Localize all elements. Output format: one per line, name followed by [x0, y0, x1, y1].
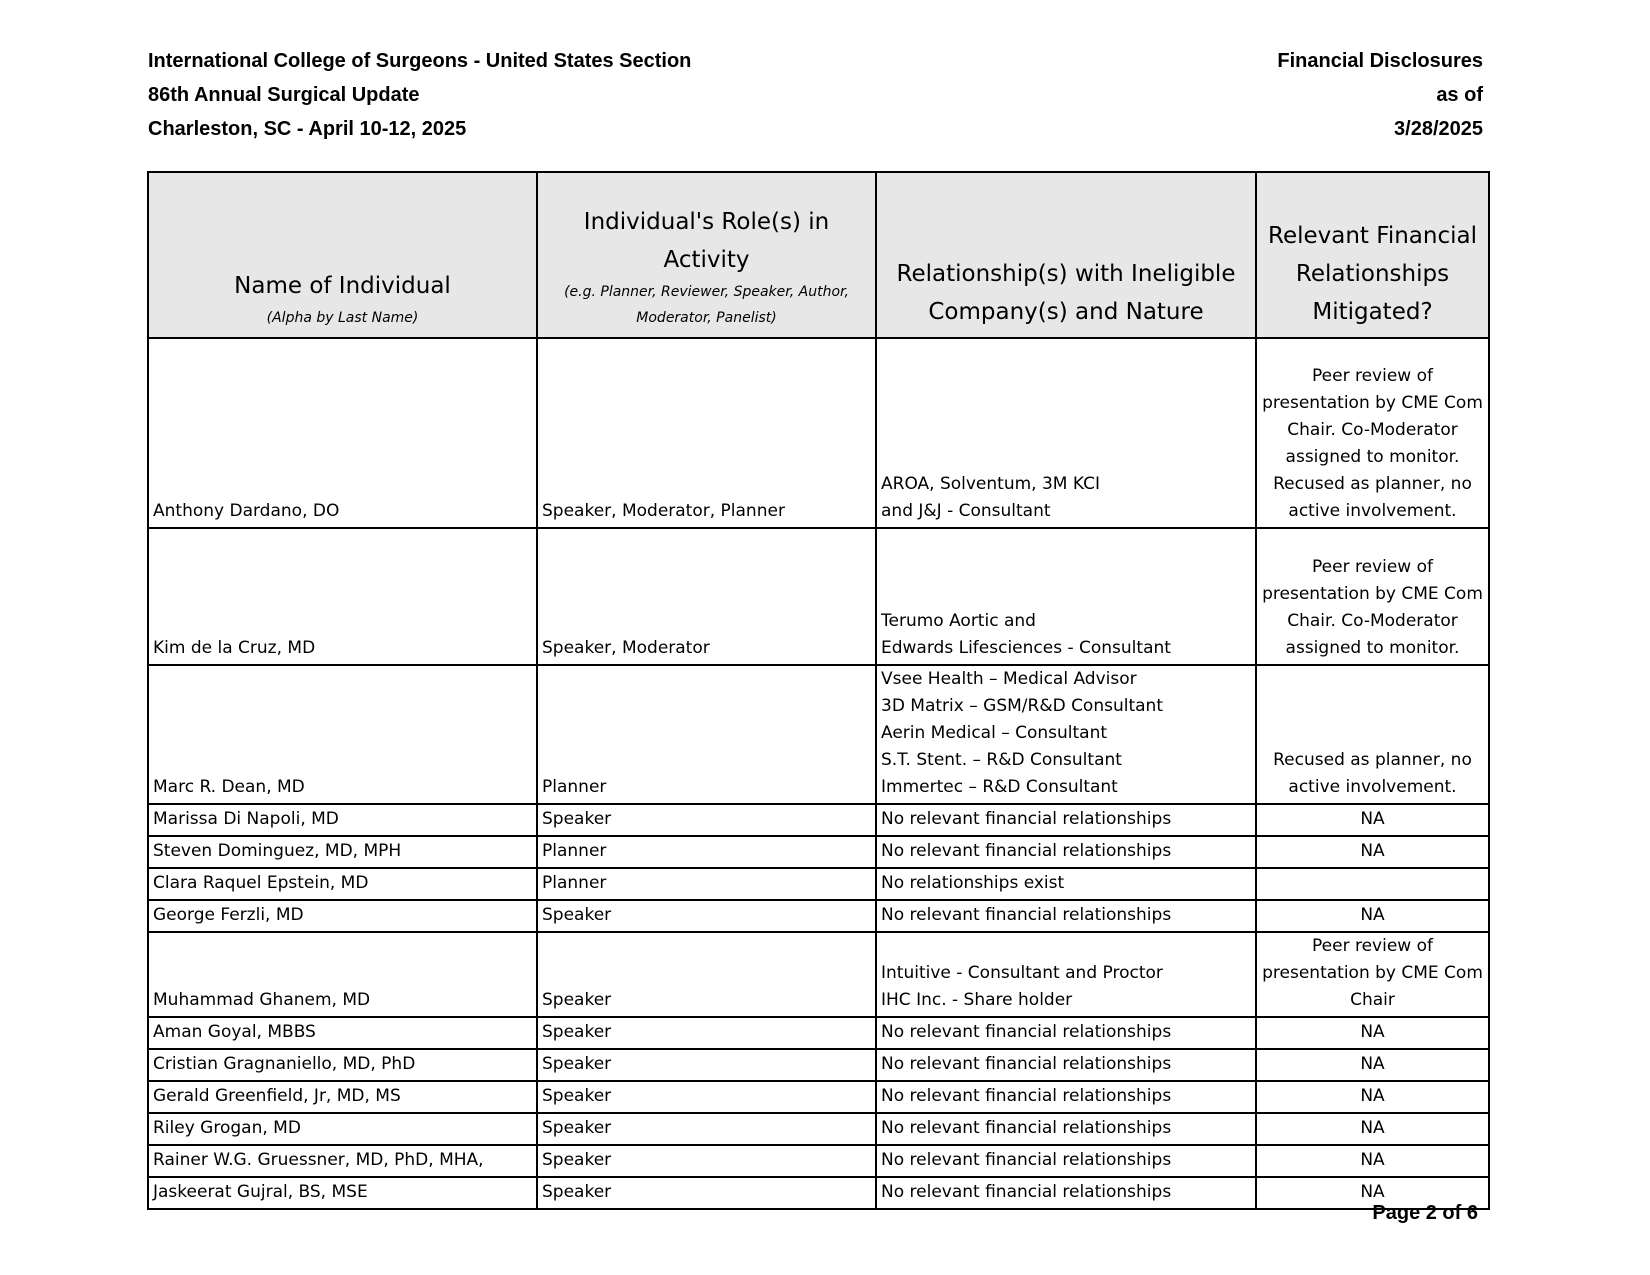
mitigation-line: presentation by CME Com	[1262, 393, 1483, 413]
relationship-cell	[876, 804, 1256, 836]
mitigation-cell	[1256, 1145, 1489, 1177]
relationship-line: IHC Inc. - Share holder	[881, 990, 1073, 1010]
mitigation-line: assigned to monitor.	[1285, 447, 1460, 467]
individual-role: Speaker	[537, 1017, 876, 1049]
table-row	[148, 932, 1489, 1017]
relationship-cell	[876, 1177, 1256, 1209]
individual-role: Planner	[537, 836, 876, 868]
organization-title: International College of Surgeons - United States Section	[148, 50, 692, 72]
individual-name: Steven Dominguez, MD, MPH	[148, 836, 537, 868]
mitigation-line: Chair. Co-Moderator	[1287, 420, 1458, 440]
individual-role: Speaker	[537, 1113, 876, 1145]
individual-name: Clara Raquel Epstein, MD	[148, 868, 537, 900]
relationship-line: No relevant financial relationships	[881, 1086, 1172, 1106]
mitigation-line: Recused as planner, no	[1273, 474, 1472, 494]
relationship-line: Aerin Medical – Consultant	[881, 723, 1108, 743]
column-header-role	[537, 172, 876, 338]
individual-role: Planner	[537, 868, 876, 900]
relationship-line: Intuitive - Consultant and Proctor	[881, 963, 1163, 983]
relationship-line: No relevant financial relationships	[881, 1182, 1172, 1202]
relationship-line: AROA, Solventum, 3M KCI	[881, 474, 1100, 494]
mitigation-line: NA	[1360, 1150, 1385, 1170]
column-title: Name of Individual	[234, 273, 451, 299]
table-row	[148, 1049, 1489, 1081]
mitigation-cell	[1256, 665, 1489, 804]
individual-name: Jaskeerat Gujral, BS, MSE	[148, 1177, 537, 1209]
relationship-line: Terumo Aortic and	[881, 611, 1036, 631]
relationship-cell	[876, 932, 1256, 1017]
column-title: Individual's Role(s) in Activity	[583, 209, 830, 273]
individual-role: Speaker	[537, 900, 876, 932]
individual-name: George Ferzli, MD	[148, 900, 537, 932]
individual-role: Speaker	[537, 932, 876, 1017]
relationship-line: No relevant financial relationships	[881, 905, 1172, 925]
relationship-line: No relevant financial relationships	[881, 809, 1172, 829]
mitigation-line: Recused as planner, no	[1273, 750, 1472, 770]
table-row	[148, 1177, 1489, 1209]
individual-name: Cristian Gragnaniello, MD, PhD	[148, 1049, 537, 1081]
relationship-cell	[876, 1145, 1256, 1177]
table-row	[148, 1017, 1489, 1049]
individual-name: Anthony Dardano, DO	[148, 338, 537, 528]
individual-role: Speaker, Moderator	[537, 528, 876, 665]
table-row	[148, 868, 1489, 900]
relationship-cell	[876, 1081, 1256, 1113]
relationship-line: Immertec – R&D Consultant	[881, 777, 1118, 797]
individual-role: Speaker	[537, 804, 876, 836]
relationship-line: No relationships exist	[881, 873, 1065, 893]
disclosures-title: Financial Disclosures	[1277, 50, 1483, 72]
column-header-name	[148, 172, 537, 338]
event-location-date: Charleston, SC - April 10-12, 2025	[148, 118, 467, 140]
mitigation-cell	[1256, 836, 1489, 868]
table-row	[148, 665, 1489, 804]
relationship-line: Vsee Health – Medical Advisor	[881, 669, 1137, 689]
mitigation-line: NA	[1360, 1086, 1385, 1106]
individual-name: Gerald Greenfield, Jr, MD, MS	[148, 1081, 537, 1113]
relationship-cell	[876, 868, 1256, 900]
mitigation-cell	[1256, 1081, 1489, 1113]
table-row	[148, 338, 1489, 528]
individual-name: Aman Goyal, MBBS	[148, 1017, 537, 1049]
individual-name: Kim de la Cruz, MD	[148, 528, 537, 665]
mitigation-cell	[1256, 528, 1489, 665]
mitigation-line: NA	[1360, 1182, 1385, 1202]
individual-role: Planner	[537, 665, 876, 804]
table-row	[148, 1113, 1489, 1145]
column-header-mitigated	[1256, 172, 1489, 338]
mitigation-line: active involvement.	[1288, 501, 1457, 521]
mitigation-line: active involvement.	[1288, 777, 1457, 797]
mitigation-cell	[1256, 900, 1489, 932]
mitigation-line: Peer review of	[1312, 936, 1433, 956]
relationship-cell	[876, 338, 1256, 528]
table-row	[148, 900, 1489, 932]
mitigation-line: NA	[1360, 841, 1385, 861]
relationship-line: No relevant financial relationships	[881, 1118, 1172, 1138]
mitigation-cell	[1256, 804, 1489, 836]
as-of-label: as of	[1436, 84, 1483, 106]
event-title: 86th Annual Surgical Update	[148, 84, 420, 106]
mitigation-line: Chair	[1350, 990, 1395, 1010]
mitigation-cell	[1256, 868, 1489, 900]
relationship-cell	[876, 665, 1256, 804]
relationship-cell	[876, 1049, 1256, 1081]
table-header-row	[148, 172, 1489, 338]
column-title: Relevant Financial Relationships Mitigated?	[1268, 223, 1477, 325]
as-of-date: 3/28/2025	[1394, 118, 1483, 140]
page-number: Page 2 of 6	[1372, 1202, 1478, 1224]
table-row	[148, 1081, 1489, 1113]
column-header-relationship	[876, 172, 1256, 338]
mitigation-line: Chair. Co-Moderator	[1287, 611, 1458, 631]
mitigation-line: NA	[1360, 1022, 1385, 1042]
mitigation-line: NA	[1360, 809, 1385, 829]
mitigation-line: NA	[1360, 1054, 1385, 1074]
individual-name: Marc R. Dean, MD	[148, 665, 537, 804]
relationship-cell	[876, 528, 1256, 665]
relationship-line: No relevant financial relationships	[881, 1054, 1172, 1074]
relationship-line: Edwards Lifesciences - Consultant	[881, 638, 1171, 658]
relationship-line: and J&J - Consultant	[881, 501, 1051, 521]
relationship-line: 3D Matrix – GSM/R&D Consultant	[881, 696, 1163, 716]
table-row	[148, 836, 1489, 868]
document-header-left	[148, 44, 691, 146]
mitigation-cell	[1256, 1113, 1489, 1145]
individual-role: Speaker	[537, 1145, 876, 1177]
mitigation-line: Peer review of	[1312, 557, 1433, 577]
relationship-cell	[876, 1113, 1256, 1145]
relationship-line: No relevant financial relationships	[881, 1150, 1172, 1170]
mitigation-line: presentation by CME Com	[1262, 584, 1483, 604]
mitigation-line: presentation by CME Com	[1262, 963, 1483, 983]
mitigation-line: NA	[1360, 905, 1385, 925]
individual-name: Rainer W.G. Gruessner, MD, PhD, MHA,	[148, 1145, 537, 1177]
mitigation-line: NA	[1360, 1118, 1385, 1138]
individual-role: Speaker	[537, 1081, 876, 1113]
individual-name: Marissa Di Napoli, MD	[148, 804, 537, 836]
individual-name: Riley Grogan, MD	[148, 1113, 537, 1145]
column-subtitle: (Alpha by Last Name)	[266, 310, 419, 326]
table-row	[148, 804, 1489, 836]
document-header-right	[1277, 44, 1483, 146]
table-row	[148, 1145, 1489, 1177]
mitigation-line: Peer review of	[1312, 366, 1433, 386]
column-subtitle: (e.g. Planner, Reviewer, Speaker, Author, Moderator, Panelist)	[564, 284, 849, 326]
mitigation-cell	[1256, 932, 1489, 1017]
individual-role: Speaker	[537, 1049, 876, 1081]
mitigation-cell	[1256, 1017, 1489, 1049]
table-row	[148, 528, 1489, 665]
mitigation-cell	[1256, 1049, 1489, 1081]
disclosures-table	[147, 171, 1490, 1210]
column-title: Relationship(s) with Ineligible Company(s) and Nature	[896, 261, 1236, 325]
individual-name: Muhammad Ghanem, MD	[148, 932, 537, 1017]
individual-role: Speaker	[537, 1177, 876, 1209]
relationship-line: S.T. Stent. – R&D Consultant	[881, 750, 1122, 770]
mitigation-line: assigned to monitor.	[1285, 638, 1460, 658]
relationship-line: No relevant financial relationships	[881, 841, 1172, 861]
individual-role: Speaker, Moderator, Planner	[537, 338, 876, 528]
mitigation-cell	[1256, 338, 1489, 528]
relationship-cell	[876, 1017, 1256, 1049]
relationship-line: No relevant financial relationships	[881, 1022, 1172, 1042]
relationship-cell	[876, 836, 1256, 868]
relationship-cell	[876, 900, 1256, 932]
